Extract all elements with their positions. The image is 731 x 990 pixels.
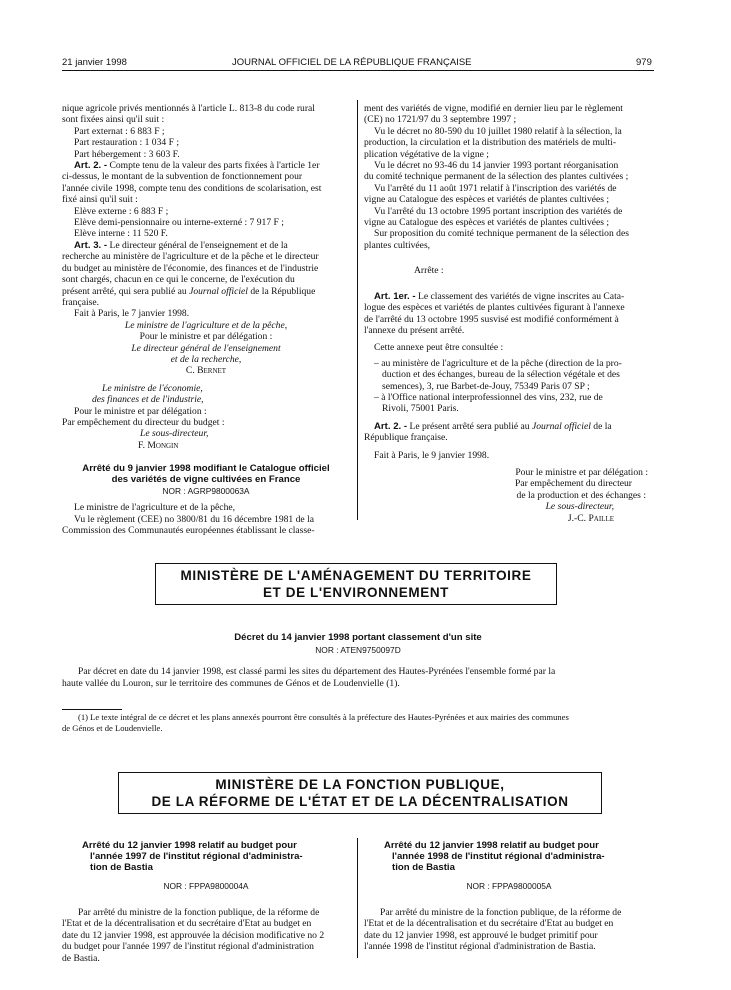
arrete-title: tion de Bastia: [90, 862, 153, 873]
text-line: haute vallée du Louron, sur le territoire des communes de Génos et de Loudenvielle (1).: [62, 678, 400, 689]
text-line: l'année 1998 de l'institut régional d'administration de Bastia.: [364, 941, 596, 953]
footnote: [78, 712, 569, 723]
text-line: présent arrêté, qui sera publié au: [62, 285, 190, 297]
text-line: Vu le règlement (CEE) no 3800/81 du 16 décembre 1981 de la: [74, 513, 314, 525]
text-line: de la: [590, 420, 612, 432]
signatory-name: C. Bernet: [185, 365, 227, 377]
bullet-line: – à l'Office national interprofessionnel des vins, 232, rue de: [374, 391, 603, 403]
signature-line: Pour le ministre et par délégation :: [74, 405, 207, 417]
text-line: République française.: [364, 432, 448, 444]
text-line: ci-dessus, le montant de la subvention de fonctionnement pour: [62, 171, 303, 183]
nor-code: NOR : AGRP9800063A: [162, 486, 250, 497]
text-line: Elève interne : 11 520 F.: [74, 228, 168, 240]
ministry-title: ET DE L'ENVIRONNEMENT: [262, 585, 450, 600]
text-line: vigne au Catalogue des espèces et variétés de plantes cultivées ;: [364, 217, 610, 229]
signature-line: de la production et des échanges :: [516, 489, 646, 501]
article-label: Art. 1er. -: [374, 290, 416, 302]
text-line: du budget au ministère de l'économie, des finances et de l'industrie: [62, 262, 319, 274]
left-column: [62, 103, 350, 536]
text-line: Vu le décret no 80-590 du 10 juillet 1980 relatif à la sélection, la: [374, 125, 622, 137]
signature-line: Le sous-directeur,: [545, 501, 614, 513]
text-line: logue des espèces et variétés de plantes cultivées figurant à l'annexe: [364, 302, 625, 314]
text-line: sont chargés, chacun en ce qui le concerne, de l'exécution du: [62, 274, 295, 286]
text-line: l'Etat et de la décentralisation et du secrétaire d'Etat au budget en: [364, 918, 614, 930]
fait-line: Fait à Paris, le 7 janvier 1998.: [74, 308, 190, 320]
ministry-box: [118, 772, 602, 814]
header-rule: [62, 70, 654, 71]
text-line: Commission des Communautés européennes établissant le classe-: [62, 525, 315, 536]
fait-line: Fait à Paris, le 9 janvier 1998.: [374, 449, 490, 461]
footnote-rule: [62, 709, 122, 710]
bastia-right: [364, 840, 654, 953]
text-line: Compte tenu de la valeur des parts fixées à l'article 1er: [109, 160, 320, 172]
text-line: Le classement des variétés de vigne inscrites au Cata-: [418, 290, 625, 302]
text-line: de la République: [247, 285, 316, 297]
text-line: Le ministre de l'agriculture et de la pêche,: [74, 502, 236, 514]
arrete-heading: Arrête :: [414, 265, 444, 277]
text-line: l'année civile 1998, compte tenu des conditions de scolarisation, est: [62, 182, 322, 194]
text-line: Cette annexe peut être consultée :: [374, 342, 504, 354]
text-line: (1) Le texte intégral de ce décret et les plans annexés pourront être consultés à la préfecture des Hautes-Pyrénées et aux mairies des communes: [78, 712, 569, 722]
text-line: Elève externe : 6 883 F ;: [74, 205, 169, 217]
signature-line: Le directeur général de l'enseignement: [131, 342, 281, 354]
nor-code: NOR : FPPA9800005A: [466, 881, 552, 891]
text-line: sont fixées ainsi qu'il suit :: [62, 114, 165, 126]
article-label: Art. 2. -: [374, 420, 408, 432]
text-line: l'annexe du présent arrêté.: [364, 324, 465, 336]
text-line: Vu le décret no 93-46 du 14 janvier 1993 portant réorganisation: [374, 160, 619, 172]
ministry-box: [155, 563, 557, 605]
text-line: date du 12 janvier 1998, est approuvée la décision modificative no 2: [62, 929, 325, 941]
right-column: [364, 103, 654, 524]
text-line: de Bastia.: [62, 952, 100, 964]
nor-code: NOR : FPPA9800004A: [163, 881, 249, 891]
signature-line: Par empêchement du directeur: [515, 478, 632, 490]
text-line: vigne au Catalogue des espèces et variétés de plantes cultivées ;: [364, 194, 610, 206]
arrete-title: des variétés de vigne cultivées en France: [111, 474, 301, 486]
arrete-title: l'année 1998 de l'institut régional d'administra-: [392, 851, 605, 862]
journal-name: Journal officiel: [189, 285, 248, 297]
text-line: Vu l'arrêté du 13 octobre 1995 portant inscription des variétés de: [374, 205, 623, 217]
page-number: 979: [636, 57, 652, 68]
text-line: (CE) no 1721/97 du 3 septembre 1997 ;: [364, 114, 517, 126]
journal-name: Journal officiel: [532, 420, 591, 432]
signatory-name: J.-C. Paille: [567, 512, 614, 524]
text-line: du budget pour l'année 1997 de l'institut régional d'administration: [62, 941, 314, 953]
text-line: Part hébergement : 3 603 F.: [74, 148, 180, 160]
arrete-title: Arrêté du 12 janvier 1998 relatif au budget pour: [384, 840, 599, 851]
arrete-title: Arrêté du 12 janvier 1998 relatif au budget pour: [82, 840, 297, 851]
bullet-line: – au ministère de l'agriculture et de la pêche (direction de la pro-: [374, 357, 622, 369]
text-line: Sur proposition du comité technique permanent de la sélection des: [374, 228, 629, 240]
signature-line: des finances et de l'industrie,: [92, 394, 204, 406]
signature-line: Le ministre de l'économie,: [102, 382, 203, 394]
signature-line: Pour le ministre et par délégation :: [139, 331, 273, 343]
text-line: française.: [62, 296, 100, 308]
column-divider: [357, 100, 358, 520]
bullet-line: semences), 3, rue Barbet-de-Jouy, 75349 Paris 07 SP ;: [382, 380, 590, 392]
signature-line: et de la recherche,: [170, 353, 242, 365]
signature-line: Pour le ministre et par délégation :: [515, 466, 648, 478]
text-line: de l'arrêté du 13 octobre 1995 susvisé est modifié conformément à: [364, 313, 619, 325]
text-line: Le présent arrêté sera publié au: [409, 420, 532, 432]
arrete-title: tion de Bastia: [392, 862, 455, 873]
ministry-title: DE LA RÉFORME DE L'ÉTAT ET DE LA DÉCENTRALISATION: [151, 794, 569, 809]
arrete-title: l'année 1997 de l'institut régional d'administra-: [90, 851, 303, 862]
text-line: date du 12 janvier 1998, est approuvé le budget primitif pour: [364, 929, 598, 941]
header-date: 21 janvier 1998: [62, 57, 127, 68]
text-line: nique agricole privés mentionnés à l'article L. 813-8 du code rural: [62, 103, 315, 114]
signature-line: Le ministre de l'agriculture et de la pêche,: [124, 319, 288, 331]
signature-line: Par empêchement du directeur du budget :: [62, 416, 225, 428]
ministry-title: MINISTÈRE DE LA FONCTION PUBLIQUE,: [215, 777, 505, 792]
text-line: Elève demi-pensionnaire ou interne-externé : 7 917 F ;: [74, 217, 284, 229]
text-line: ment des variétés de vigne, modifié en dernier lieu par le règlement: [364, 103, 623, 114]
header-journal: JOURNAL OFFICIEL DE LA RÉPUBLIQUE FRANÇAISE: [232, 57, 472, 68]
text-line: Vu l'arrêté du 11 août 1971 relatif à l'inscription des variétés de: [374, 182, 617, 194]
nor-code: NOR : ATEN9750097D: [315, 645, 401, 655]
text-line: Par décret en date du 14 janvier 1998, est classé parmi les sites du département des Hautes-Pyrénées l'ensemble formé par la: [78, 666, 556, 677]
text-line: Le directeur général de l'enseignement et de la: [109, 239, 288, 251]
text-line: Par arrêté du ministre de la fonction publique, de la réforme de: [380, 907, 622, 918]
column-divider: [357, 838, 358, 958]
article-label: Art. 3. -: [74, 239, 108, 251]
ministry-title: MINISTÈRE DE L'AMÉNAGEMENT DU TERRITOIRE: [180, 568, 532, 583]
bastia-left: [62, 840, 350, 964]
text-line: production, la circulation et la distribution des matériels de multi-: [364, 137, 617, 149]
text-line: Part restauration : 1 034 F ;: [74, 137, 179, 149]
article-label: Art. 2. -: [74, 160, 108, 172]
text-line: recherche au ministère de l'agriculture et de la pêche et le directeur: [62, 251, 319, 263]
text-line: plantes cultivées,: [364, 239, 431, 251]
text-line: de Génos et de Loudenvielle.: [62, 723, 163, 733]
text-line: du comité technique permanent de la sélection des plantes cultivées ;: [364, 171, 629, 183]
signatory-name: F. Mongin: [138, 439, 179, 451]
text-line: Par arrêté du ministre de la fonction publique, de la réforme de: [78, 907, 320, 918]
decret-title: Décret du 14 janvier 1998 portant classement d'un site: [234, 632, 482, 643]
text-line: Part externat : 6 883 F ;: [74, 125, 165, 137]
text-line: fixé ainsi qu'il suit :: [62, 194, 138, 206]
bullet-line: Rivoli, 75001 Paris.: [382, 403, 459, 415]
signature-line: Le sous-directeur,: [140, 428, 209, 440]
text-line: plication végétative de la vigne ;: [364, 148, 489, 160]
arrete-title: Arrêté du 9 janvier 1998 modifiant le Catalogue officiel: [82, 463, 330, 475]
text-line: l'Etat et de la décentralisation et du secrétaire d'Etat au budget en: [62, 918, 312, 930]
bullet-line: duction et des échanges, bureau de la sélection végétale et des: [382, 369, 620, 381]
